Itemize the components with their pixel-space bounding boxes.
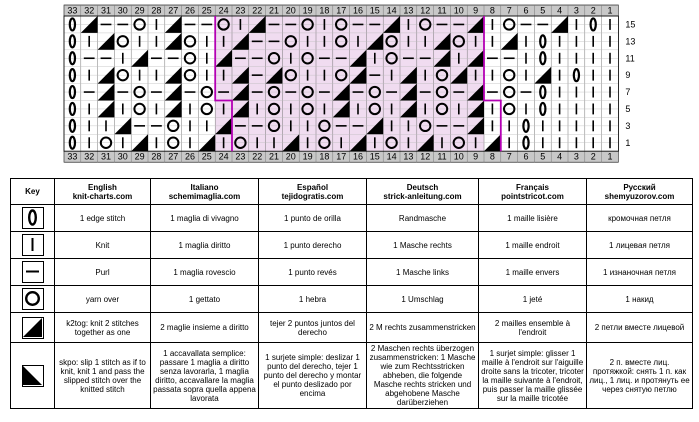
column-number-top: 29 <box>134 5 145 16</box>
edge-stitch-icon <box>22 207 44 229</box>
key-cell: 1 Masche links <box>367 259 479 286</box>
column-number-top: 19 <box>302 5 313 16</box>
column-number-top: 11 <box>437 5 447 16</box>
column-number-top: 10 <box>453 5 464 16</box>
key-symbol-cell <box>11 313 55 343</box>
column-number-bottom: 9 <box>473 151 479 162</box>
column-number-bottom: 31 <box>100 151 112 162</box>
key-cell: 1 maglia di vivagno <box>151 205 259 232</box>
key-cell: 2 M rechts zusammenstricken <box>367 313 479 343</box>
row-number: 1 <box>625 137 631 148</box>
key-symbol-cell <box>11 232 55 259</box>
key-cell: Randmasche <box>367 205 479 232</box>
column-number-top: 15 <box>369 5 380 16</box>
key-cell: 1 hebra <box>259 286 367 313</box>
column-number-top: 13 <box>403 5 414 16</box>
column-number-bottom: 32 <box>84 151 95 162</box>
key-cell: Knit <box>55 232 151 259</box>
column-number-bottom: 20 <box>285 151 296 162</box>
column-number-top: 16 <box>352 5 364 16</box>
key-cell: 1 surjet simple: glisser 1 maille à l'endroit sur l'aiguille droite sans la tricoter, tricoter la maille suivante à l'endroit, puis passer la maille glissée sur la maille tricotée <box>479 343 587 409</box>
key-cell: 1 jeté <box>479 286 587 313</box>
column-number-top: 4 <box>557 5 563 16</box>
column-number-bottom: 1 <box>607 151 613 162</box>
column-number-bottom: 16 <box>352 151 364 162</box>
column-number-bottom: 6 <box>523 151 529 162</box>
key-cell: 1 edge stitch <box>55 205 151 232</box>
key-row-yarn-over <box>11 286 693 313</box>
column-number-bottom: 14 <box>386 151 397 162</box>
key-row-k2tog <box>11 313 693 343</box>
column-number-top: 18 <box>319 5 330 16</box>
column-number-bottom: 22 <box>252 151 263 162</box>
row-number: 5 <box>625 103 631 114</box>
key-cell: 1 Umschlag <box>367 286 479 313</box>
column-number-top: 22 <box>252 5 263 16</box>
key-row-skpo <box>11 343 693 409</box>
key-cell: tejer 2 puntos juntos del derecho <box>259 313 367 343</box>
column-number-top: 1 <box>607 5 613 16</box>
column-number-bottom: 15 <box>369 151 380 162</box>
column-number-bottom: 10 <box>453 151 464 162</box>
key-cell: 1 punto de orilla <box>259 205 367 232</box>
key-cell: 1 maille envers <box>479 259 587 286</box>
column-number-bottom: 4 <box>557 151 563 162</box>
key-cell: 1 maglia diritto <box>151 232 259 259</box>
skpo-icon <box>22 365 44 387</box>
key-cell: 2 maglie insieme a diritto <box>151 313 259 343</box>
key-symbol-cell <box>11 205 55 232</box>
column-number-top: 21 <box>268 5 280 16</box>
key-cell: 1 gettato <box>151 286 259 313</box>
column-number-bottom: 26 <box>184 151 196 162</box>
column-number-top: 5 <box>540 5 546 16</box>
key-cell: 1 punto derecho <box>259 232 367 259</box>
column-number-top: 3 <box>573 5 579 16</box>
row-number: 15 <box>625 19 636 30</box>
header-francais: Français pointstricot.com <box>479 179 587 205</box>
row-number: 3 <box>625 120 631 131</box>
key-symbol-cell <box>11 343 55 409</box>
key-cell: 1 maille lisière <box>479 205 587 232</box>
column-number-bottom: 11 <box>437 151 447 162</box>
header-espanol: Español tejidogratis.com <box>259 179 367 205</box>
key-cell: 1 punto revés <box>259 259 367 286</box>
column-number-bottom: 25 <box>201 151 212 162</box>
column-number-bottom: 21 <box>268 151 280 162</box>
column-number-top: 26 <box>184 5 196 16</box>
header-italiano: Italiano schemimaglia.com <box>151 179 259 205</box>
key-symbol-cell <box>11 286 55 313</box>
key-cell: 1 maglia rovescio <box>151 259 259 286</box>
column-number-bottom: 12 <box>420 151 431 162</box>
knitting-chart <box>0 0 699 172</box>
column-number-bottom: 27 <box>168 151 179 162</box>
k2tog-icon <box>22 317 44 339</box>
key-cell: 2 Maschen rechts überzogen zusammenstricken: 1 Masche wie zum Rechtsstricken abheben, die folgende Masche rechts stricken und abgehobene Masche darüberziehen <box>367 343 479 409</box>
yarn-over-icon <box>22 288 44 310</box>
column-number-top: 6 <box>523 5 529 16</box>
key-cell: 1 surjete simple: deslizar 1 punto del derecho, tejer 1 punto del derecho y montar el punto deslizado por encima <box>259 343 367 409</box>
column-number-bottom: 23 <box>235 151 246 162</box>
column-number-top: 25 <box>201 5 212 16</box>
column-number-top: 7 <box>506 5 512 16</box>
key-header-row <box>11 179 693 205</box>
column-number-bottom: 8 <box>489 151 495 162</box>
column-number-top: 31 <box>100 5 112 16</box>
key-cell: 1 лицевая петля <box>587 232 693 259</box>
column-number-bottom: 24 <box>218 151 229 162</box>
column-number-top: 12 <box>420 5 431 16</box>
header-russian: Русский shemyuzorov.com <box>587 179 693 205</box>
column-number-bottom: 28 <box>151 151 162 162</box>
key-cell: 1 изнаночная петля <box>587 259 693 286</box>
key-symbol-cell <box>11 259 55 286</box>
row-number: 7 <box>625 87 631 98</box>
column-number-bottom: 7 <box>506 151 512 162</box>
column-number-bottom: 18 <box>319 151 330 162</box>
purl-icon <box>22 261 44 283</box>
key-cell: 1 accavallata semplice: passare 1 maglia a diritto senza lavorarla, 1 maglia diritto, accavallare la maglia passata sopra quella appena lavorata <box>151 343 259 409</box>
row-number: 11 <box>625 53 635 64</box>
header-deutsch: Deutsch strick-anleitung.com <box>367 179 479 205</box>
column-number-top: 8 <box>489 5 495 16</box>
column-number-top: 9 <box>473 5 479 16</box>
column-number-top: 14 <box>386 5 397 16</box>
key-cell: 2 п. вместе лиц. протяжкой: снять 1 п. как лиц., 1 лиц. и протянуть ее через снятую петлю <box>587 343 693 409</box>
key-cell: 1 maille endroit <box>479 232 587 259</box>
key-cell: k2tog: knit 2 stitches together as one <box>55 313 151 343</box>
column-number-top: 30 <box>117 5 128 16</box>
column-number-bottom: 3 <box>573 151 579 162</box>
key-cell: кромочная петля <box>587 205 693 232</box>
key-row-purl <box>11 259 693 286</box>
header-key: Key <box>11 179 55 205</box>
column-number-top: 17 <box>336 5 347 16</box>
header-english: English knit-charts.com <box>55 179 151 205</box>
column-number-bottom: 29 <box>134 151 145 162</box>
key-cell: yarn over <box>55 286 151 313</box>
column-number-top: 33 <box>67 5 78 16</box>
key-row-knit <box>11 232 693 259</box>
key-row-edge-stitch <box>11 205 693 232</box>
key-cell: 1 накид <box>587 286 693 313</box>
knit-icon <box>22 234 44 256</box>
key-cell: 2 mailles ensemble à l'endroit <box>479 313 587 343</box>
column-number-top: 23 <box>235 5 246 16</box>
column-number-bottom: 2 <box>590 151 596 162</box>
key-table <box>10 178 693 409</box>
column-number-bottom: 33 <box>67 151 78 162</box>
key-cell: skpo: slip 1 stitch as if to knit, knit 1 and pass the slipped stitch over the knitted stitch <box>55 343 151 409</box>
column-number-bottom: 17 <box>336 151 347 162</box>
column-number-bottom: 13 <box>403 151 414 162</box>
column-number-bottom: 5 <box>540 151 546 162</box>
column-number-top: 32 <box>84 5 95 16</box>
key-cell: 2 петли вместе лицевой <box>587 313 693 343</box>
row-number: 9 <box>625 70 631 81</box>
key-cell: 1 Masche rechts <box>367 232 479 259</box>
chart-grid <box>0 0 699 172</box>
column-number-top: 28 <box>151 5 162 16</box>
column-number-top: 24 <box>218 5 229 16</box>
column-number-top: 20 <box>285 5 296 16</box>
column-number-bottom: 19 <box>302 151 313 162</box>
column-number-top: 2 <box>590 5 596 16</box>
key-cell: Purl <box>55 259 151 286</box>
row-number: 13 <box>625 36 636 47</box>
column-number-bottom: 30 <box>117 151 128 162</box>
column-number-top: 27 <box>168 5 179 16</box>
